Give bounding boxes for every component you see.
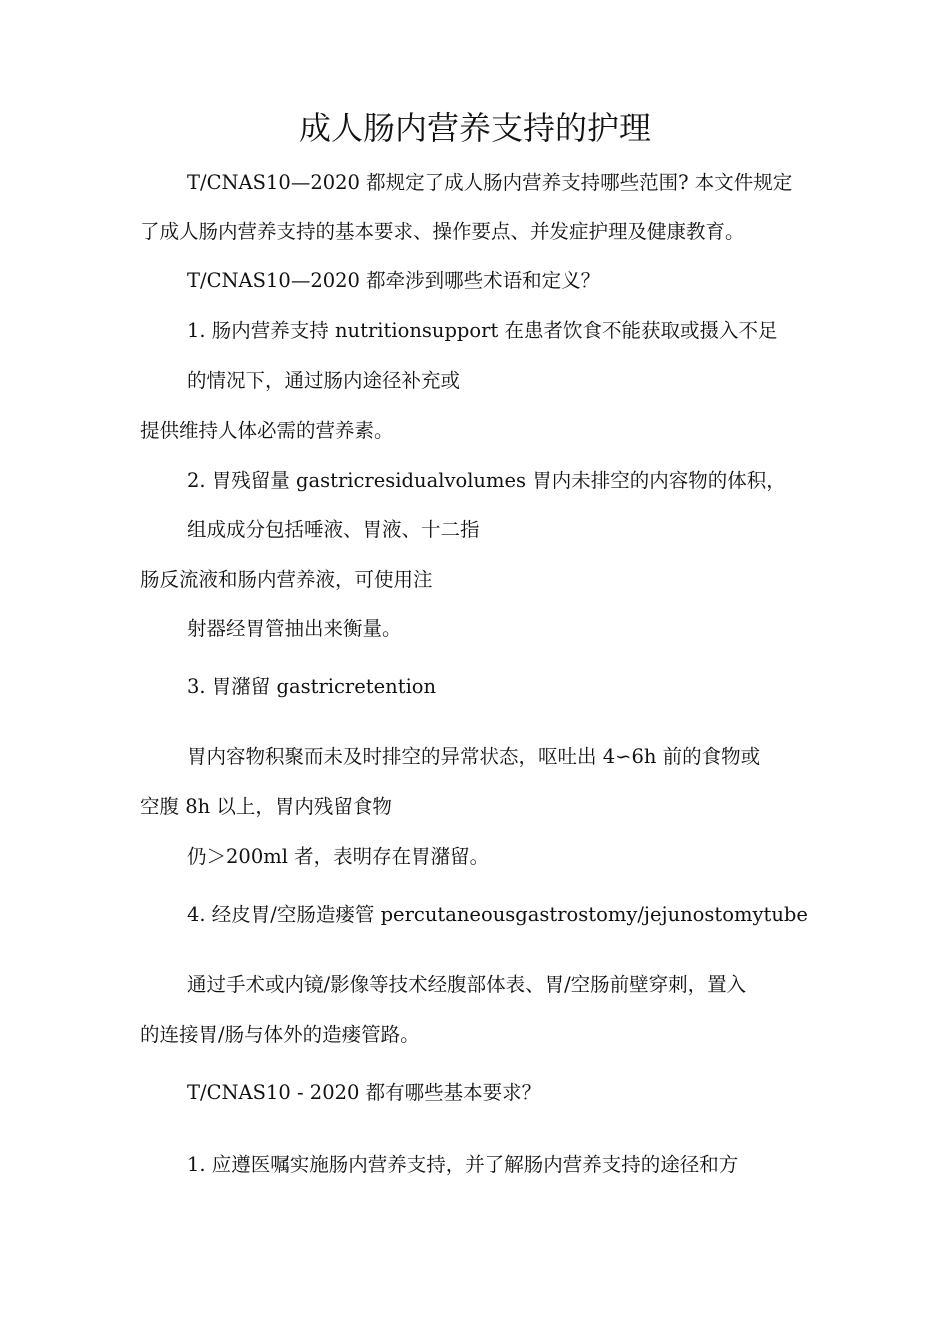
list-item-line: 2. 胃残留量 gastricresidualvolumes 胃内未排空的内容物的体积，	[187, 469, 786, 492]
paragraph-line: T/CNAS10—2020 都牵涉到哪些术语和定义？	[187, 269, 601, 292]
list-item-line: 提供维持人体必需的营养素。	[140, 419, 394, 442]
paragraph-line: 仍＞200ml 者，表明存在胃潴留。	[187, 845, 490, 868]
list-item-line: 的情况下，通过肠内途径补充或	[187, 369, 461, 392]
paragraph-line: 了成人肠内营养支持的基本要求、操作要点、并发症护理及健康教育。	[140, 220, 745, 243]
document-title: 成人肠内营养支持的护理	[298, 109, 651, 147]
paragraph-line: T/CNAS10—2020 都规定了成人肠内营养支持哪些范围? 本文件规定	[187, 171, 793, 194]
list-item-line: 组成成分包括唾液、胃液、十二指	[187, 518, 480, 541]
paragraph-line: T/CNAS10 - 2020 都有哪些基本要求？	[187, 1081, 542, 1104]
list-item-line: 1. 肠内营养支持 nutritionsupport 在患者饮食不能获取或摄入不足	[187, 319, 778, 342]
paragraph-line: 的连接胃/肠与体外的造瘘管路。	[140, 1023, 420, 1046]
paragraph-line: 空腹 8h 以上，胃内残留食物	[140, 795, 392, 818]
list-item-line: 3. 胃潴留 gastricretention	[187, 675, 437, 698]
paragraph-line: 胃内容物积聚而未及时排空的异常状态，呕吐出 4∽6h 前的食物或	[187, 745, 761, 768]
paragraph-line: 通过手术或内镜/影像等技术经腹部体表、胃/空肠前壁穿刺，置入	[187, 973, 747, 996]
list-item-line: 肠反流液和肠内营养液，可使用注	[140, 568, 433, 591]
list-item-line: 4. 经皮胃/空肠造瘘管 percutaneousgastrostomy/jejunostomytube	[187, 903, 808, 926]
list-item-line: 1. 应遵医嘱实施肠内营养支持，并了解肠内营养支持的途径和方	[187, 1153, 739, 1176]
list-item-line: 射器经胃管抽出来衡量。	[187, 617, 402, 640]
